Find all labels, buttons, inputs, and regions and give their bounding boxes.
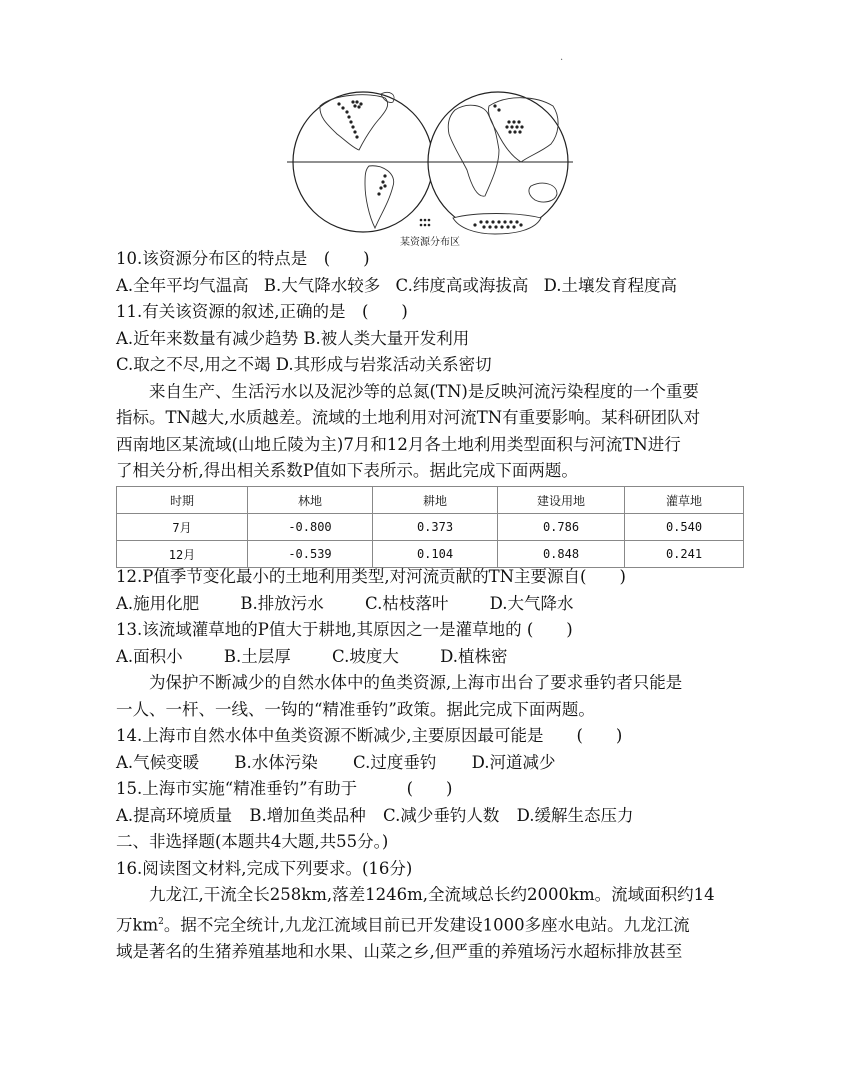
- top-mark: .: [560, 52, 564, 63]
- q10-stem: 10.该资源分布区的特点是 ( ): [116, 249, 370, 268]
- q16-line2: [116, 909, 741, 939]
- q12-option-a: A.施用化肥: [116, 593, 200, 613]
- legend-symbol: [420, 219, 431, 227]
- table-cell: 0.540: [625, 514, 744, 541]
- table-header: 林地: [248, 487, 373, 514]
- hemispheres-map: [285, 86, 575, 246]
- q15-option-b: B.增加鱼类品种: [249, 805, 366, 825]
- q13-option-b: B.土层厚: [223, 646, 291, 666]
- q13-option-d: D.植株密: [440, 646, 508, 666]
- questions-12-16: [116, 564, 741, 965]
- passage1-line2: 指标。TN越大,水质越差。流域的土地利用对河流TN有重要影响。某科研团队对: [116, 408, 701, 427]
- passage1-line3: 西南地区某流域(山地丘陵为主)7月和12月各土地利用类型面积与河流TN进行: [116, 434, 681, 454]
- q14-option-c: C.过度垂钓: [353, 752, 437, 772]
- table-header: 灌草地: [625, 487, 744, 514]
- q16-line2-a: 万km: [116, 915, 159, 934]
- table-cell: 12月: [117, 541, 248, 568]
- q14-option-b: B.水体污染: [234, 752, 318, 772]
- q14-stem: 14.上海市自然水体中鱼类资源不断减少,主要原因最可能是 ( ): [116, 726, 623, 745]
- questions-10-11: [116, 246, 741, 485]
- table-cell: 0.373: [373, 514, 498, 541]
- q12-option-d: D.大气降水: [489, 593, 574, 613]
- passage1-line1: 来自生产、生活污水以及泥沙等的总氮(TN)是反映河流污染程度的一个重要: [149, 381, 699, 401]
- table-header-row: [117, 487, 744, 514]
- q12-stem: 12.P值季节变化最小的土地利用类型,对河流贡献的TN主要源自( ): [116, 567, 626, 586]
- passage1-line4: 了相关分析,得出相关系数P值如下表所示。据此完成下面两题。: [116, 461, 578, 480]
- p-value-table: [116, 486, 744, 568]
- table-cell: 0.786: [498, 514, 625, 541]
- table-header: 建设用地: [498, 487, 625, 514]
- q10-option-c: C.纬度高或海拔高: [395, 275, 529, 295]
- q13-stem: 13.该流域灌草地的P值大于耕地,其原因之一是灌草地的 ( ): [116, 620, 573, 639]
- table-cell: -0.539: [248, 541, 373, 568]
- q16-line3: 域是著名的生猪养殖基地和水果、山菜之乡,但严重的养殖场污水超标排放甚至: [116, 941, 683, 961]
- q16-line2-b: 。据不完全统计,九龙江流域目前已开发建设1000多座水电站。九龙江流: [163, 915, 690, 934]
- q15-option-c: C.减少垂钓人数: [383, 805, 500, 825]
- q10-option-b: B.大气降水较多: [263, 275, 381, 295]
- passage2-line2: 一人、一杆、一线、一钩的“精准垂钓”政策。据此完成下面两题。: [116, 699, 595, 719]
- table-cell: 7月: [117, 514, 248, 541]
- q11-stem: 11.有关该资源的叙述,正确的是 ( ): [116, 302, 408, 321]
- table-cell: 0.241: [625, 541, 744, 568]
- q10-options: [116, 273, 741, 300]
- section2-heading: 二、非选择题(本题共4大题,共55分。): [116, 832, 389, 851]
- q14-options: [116, 750, 741, 777]
- q11-options-line1: A.近年来数量有减少趋势 B.被人类大量开发利用: [116, 328, 470, 348]
- world-map-figure: [285, 86, 575, 246]
- q13-option-a: A.面积小: [116, 646, 183, 666]
- figure-caption: 某资源分布区: [400, 237, 460, 248]
- q15-stem: 15.上海市实施“精准垂钓”有助于 ( ): [116, 779, 453, 798]
- passage2-line1: 为保护不断减少的自然水体中的鱼类资源,上海市出台了要求垂钓者只能是: [149, 673, 683, 692]
- q15-options: [116, 803, 741, 830]
- table-cell: -0.800: [248, 514, 373, 541]
- q11-options-line2: C.取之不尽,用之不竭 D.其形成与岩浆活动关系密切: [116, 355, 492, 374]
- q16-stem: 16.阅读图文材料,完成下列要求。(16分): [116, 858, 413, 878]
- q14-option-d: D.河道减少: [471, 752, 556, 772]
- q12-option-b: B.排放污水: [240, 593, 324, 613]
- q15-option-a: A.提高环境质量: [116, 805, 233, 825]
- antarctica-outline: [453, 214, 541, 235]
- q14-option-a: A.气候变暖: [116, 752, 200, 772]
- table-cell: 0.104: [373, 541, 498, 568]
- table-cell: 0.848: [498, 541, 625, 568]
- q12-options: [116, 591, 741, 618]
- q10-option-a: A.全年平均气温高: [116, 275, 249, 295]
- q13-option-c: C.坡度大: [332, 646, 399, 666]
- q16-line2-sup: 2: [158, 916, 164, 927]
- q10-option-d: D.土壤发育程度高: [543, 275, 677, 295]
- table-header: 耕地: [373, 487, 498, 514]
- table-row: [117, 514, 744, 541]
- q15-option-d: D.缓解生态压力: [516, 805, 634, 825]
- q16-line1: 九龙江,干流全长258km,落差1246m,全流域总长约2000km。流域面积约14: [149, 885, 715, 904]
- table-header: 时期: [117, 487, 248, 514]
- q13-options: [116, 644, 741, 671]
- q12-option-c: C.枯枝落叶: [365, 593, 449, 613]
